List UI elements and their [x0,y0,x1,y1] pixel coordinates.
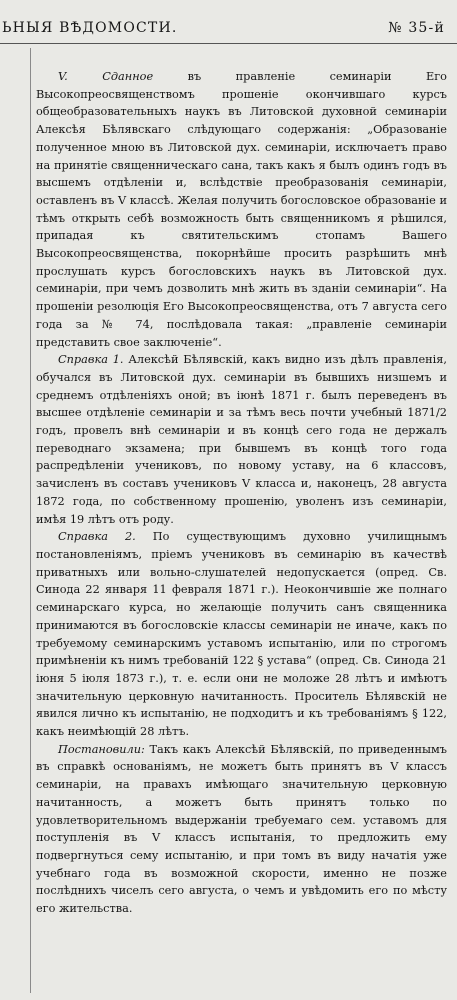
paragraph-resolution [36,741,447,918]
paragraph-text: По существующимъ духовно училищнымъ постановленіямъ, пріемъ учениковъ въ семинарію въ качествѣ приватныхъ или вольно-слушателей недопускается (опред. Св. Синода 22 января 11 февраля 1871 г.). Неокончившіе же полнаго семинарскаго курса, но желающіе получить санъ священника принимаются въ богословскіе классы семинаріи не иначе, какъ по требуемому семинарскимъ уставомъ испытанію, или по строгомъ примѣненіи къ нимъ требованій 122 § устава“ (опред. Св. Синода 21 іюня 5 іюля 1873 г.), т. е. если они не моложе 28 лѣтъ и имѣютъ значительную церковную начитанность. Проситель Бѣлявскій не явился лично къ испытанію, не подходитъ и къ требованіямъ § 122, какъ неимѣющій 28 лѣтъ. [36,530,447,739]
page-header [0,20,449,42]
article-body [36,68,447,918]
paragraph-text: Алексѣй Бѣлявскій, какъ видно изъ дѣлъ правленія, обучался въ Литовской дух. семинаріи въ бывшихъ низшемъ и среднемъ отдѣленіяхъ оной; въ іюнѣ 1871 г. былъ переведенъ въ высшее отдѣленіе семинаріи и за тѣмъ весь почти учебный 1871/2 годъ, провелъ внѣ семинаріи и въ концѣ сего года не держалъ переводнаго экзамена; при бывшемъ въ концѣ того года распредѣленіи учениковъ, по новому уставу, на 6 классовъ, зачисленъ въ составъ учениковъ V класса и, наконецъ, 28 августа 1872 года, по собственному прошенію, уволенъ изъ семинаріи, имѣя 19 лѣтъ отъ роду. [36,353,447,526]
column-rule [30,48,31,993]
header-rule [0,43,457,44]
issue-number: № 35-й [388,20,445,36]
paragraph-submission [36,68,447,351]
paragraph-reference-2 [36,528,447,740]
paragraph-lead: Постановили: [58,742,145,756]
paragraph-text: Такъ какъ Алексѣй Бѣлявскій, по приведеннымъ въ справкѣ основаніямъ, не можетъ быть принятъ въ V классъ семинаріи, на правахъ имѣющаго значительную церковную начитанность, а можетъ быть принятъ только по удовлетворительномъ выдержаніи требуемаго сем. уставомъ для поступленія въ V классъ испытанія, то предложить ему подвергнуться сему испытанію, и при томъ въ виду начатія уже учебнаго года въ возможной скорости, именно не позже послѣднихъ чиселъ сего августа, о чемъ и увѣдомить его по мѣсту его жительства. [36,742,447,916]
paragraph-lead: V. Сданное [58,70,154,83]
header-title: ЬНЫЯ ВѢДОМОСТИ. [2,20,178,36]
paragraph-lead: Справка 2. [58,530,136,544]
paragraph-reference-1 [36,351,447,528]
paragraph-text: въ правленіе семинаріи Его Высокопреосвященствомъ прошеніе окончившаго курсъ общеобразовательныхъ наукъ въ Литовской духовной семинаріи Алексѣя Бѣлявскаго слѣдующаго содержанія: „Образованіе полученное мною въ Литовской дух. семинаріи, исключаетъ право на принятіе священническаго сана, такъ какъ я былъ одинъ годъ въ высшемъ отдѣленіи и, вслѣдствіе преобразованія семинаріи, оставленъ въ V классѣ. Желая получить богословское образованіе и тѣмъ открыть себѣ возможность быть священникомъ я рѣшился, припадая къ святительскимъ стопамъ Вашего Высокопреосвященства, покорнѣйше просить разрѣшить мнѣ прослушать курсъ богословскихъ наукъ въ Литовской дух. семинаріи, при чемъ дозволить мнѣ жить въ зданіи семинаріи“. На прошеніи резолюція Его Высокопреосвященства, отъ 7 августа сего года за № 74, послѣдовала такая: „правленіе семинаріи представить свое заключеніе“. [36,70,447,349]
paragraph-lead: Справка 1. [58,353,124,367]
